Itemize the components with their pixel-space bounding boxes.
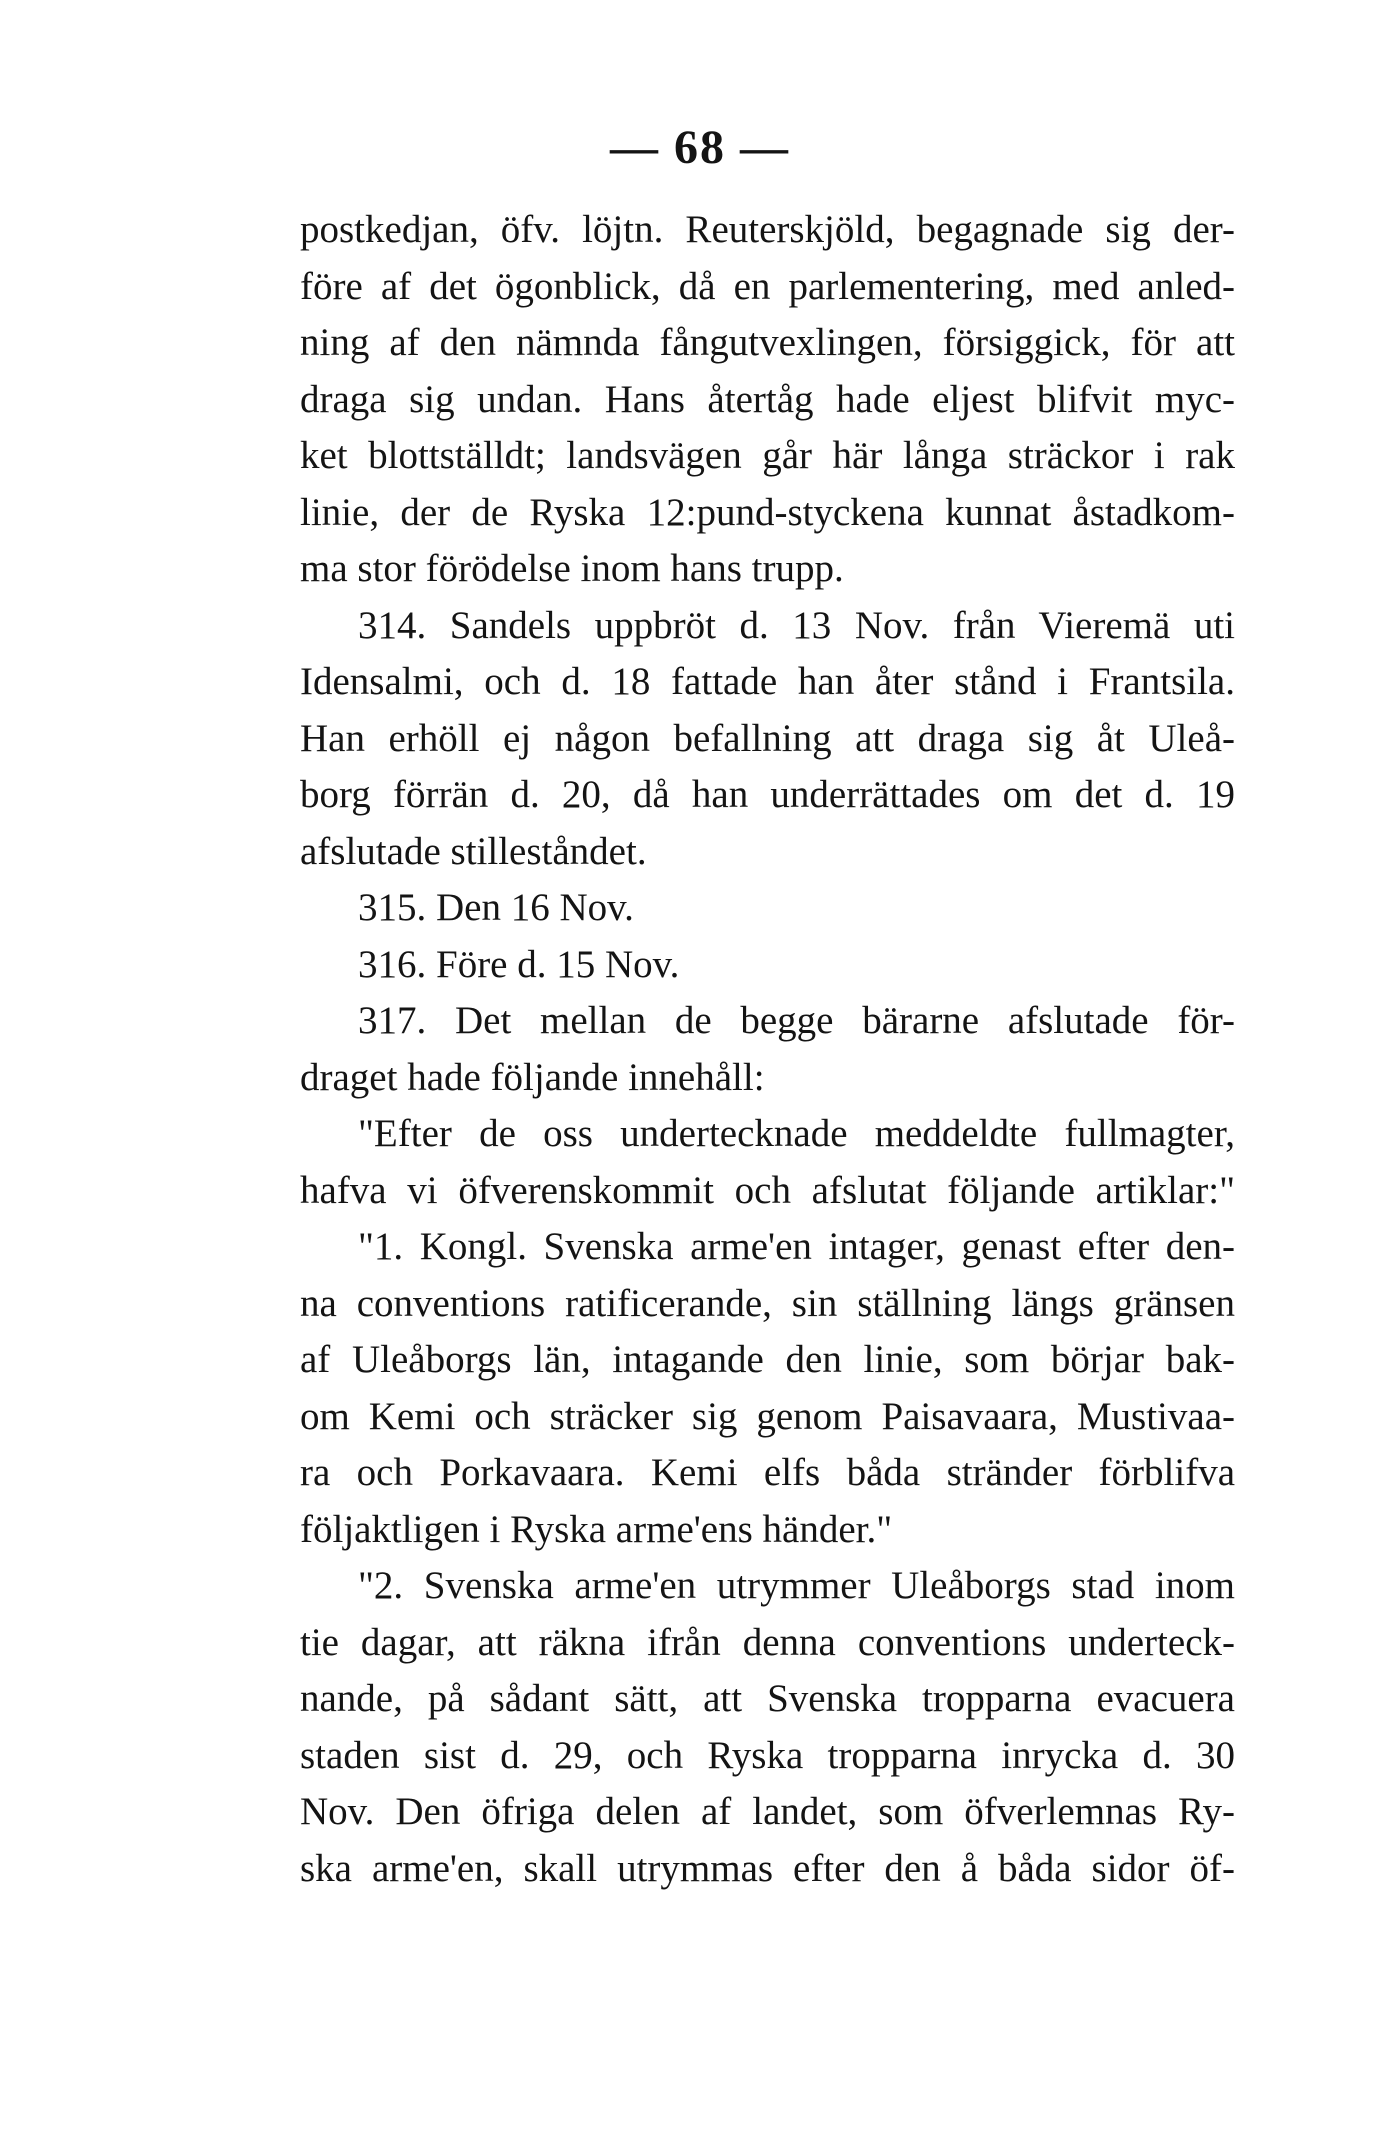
paragraph-314 — [300, 598, 1235, 881]
text-line: staden sist d. 29, och Ryska tropparna inrycka d. 30 — [300, 1733, 1235, 1777]
text-line: tie dagar, att räkna ifrån denna conventions underteck- — [300, 1620, 1235, 1664]
text-line: 314. Sandels uppbröt d. 13 Nov. från Vieremä uti — [358, 603, 1235, 647]
text-line: 315. Den 16 Nov. — [358, 886, 634, 929]
text-line: "Efter de oss undertecknade meddeldte fullmagter, — [358, 1112, 1235, 1155]
text-line: linie, der de Ryska 12:pund-styckena kunnat åstadkom- — [300, 490, 1235, 534]
text-line: ning af den nämnda fångutvexlingen, försiggick, för att — [300, 321, 1235, 364]
text-line: draga sig undan. Hans återtåg hade eljest blifvit myc- — [300, 377, 1235, 421]
paragraph — [300, 202, 1235, 598]
paragraph-315 — [300, 880, 1235, 937]
text-line: nande, på sådant sätt, att Svenska tropparna evacuera — [300, 1677, 1235, 1720]
text-line: draget hade följande innehåll: — [300, 1055, 765, 1099]
paragraph-317 — [300, 993, 1235, 1106]
text-line: Nov. Den öfriga delen af landet, som öfverlemnas Ry- — [300, 1790, 1235, 1833]
paragraph-article-2 — [300, 1558, 1235, 1897]
text-line: Idensalmi, och d. 18 fattade han åter stånd i Frantsila. — [300, 660, 1235, 703]
text-line: före af det ögonblick, då en parlementering, med anled- — [300, 264, 1235, 308]
paragraph-quote — [300, 1106, 1235, 1219]
paragraph-316 — [300, 937, 1235, 994]
text-line: na conventions ratificerande, sin ställning längs gränsen — [300, 1281, 1235, 1325]
paragraph-article-1 — [300, 1219, 1235, 1558]
text-line: "1. Kongl. Svenska arme'en intager, genast efter den- — [358, 1225, 1235, 1268]
text-line: följaktligen i Ryska arme'ens händer." — [300, 1507, 893, 1551]
text-line: "2. Svenska arme'en utrymmer Uleåborgs stad inom — [358, 1564, 1235, 1607]
text-line: postkedjan, öfv. löjtn. Reuterskjöld, begagnade sig der- — [300, 208, 1235, 251]
text-line: ma stor förödelse inom hans trupp. — [300, 547, 844, 590]
text-line: hafva vi öfverenskommit och afslutat följande artiklar:" — [300, 1168, 1235, 1212]
text-line: 316. Före d. 15 Nov. — [358, 942, 680, 986]
text-line: af Uleåborgs län, intagande den linie, som börjar bak- — [300, 1338, 1235, 1381]
body-text — [300, 202, 1235, 1897]
text-line: om Kemi och sträcker sig genom Paisavaara, Mustivaa- — [300, 1394, 1235, 1438]
page-number: — 68 — — [610, 121, 790, 174]
text-line: ket blottställdt; landsvägen går här långa sträckor i rak — [300, 434, 1235, 477]
text-line: Han erhöll ej någon befallning att draga sig åt Uleå- — [300, 716, 1235, 760]
text-line: ska arme'en, skall utrymmas efter den å båda sidor öf- — [300, 1846, 1235, 1890]
text-line: borg förrän d. 20, då han underrättades om det d. 19 — [300, 773, 1235, 816]
text-line: afslutade stilleståndet. — [300, 829, 647, 873]
text-line: ra och Porkavaara. Kemi elfs båda stränder förblifva — [300, 1451, 1235, 1494]
text-line: 317. Det mellan de begge bärarne afslutade för- — [358, 999, 1235, 1042]
